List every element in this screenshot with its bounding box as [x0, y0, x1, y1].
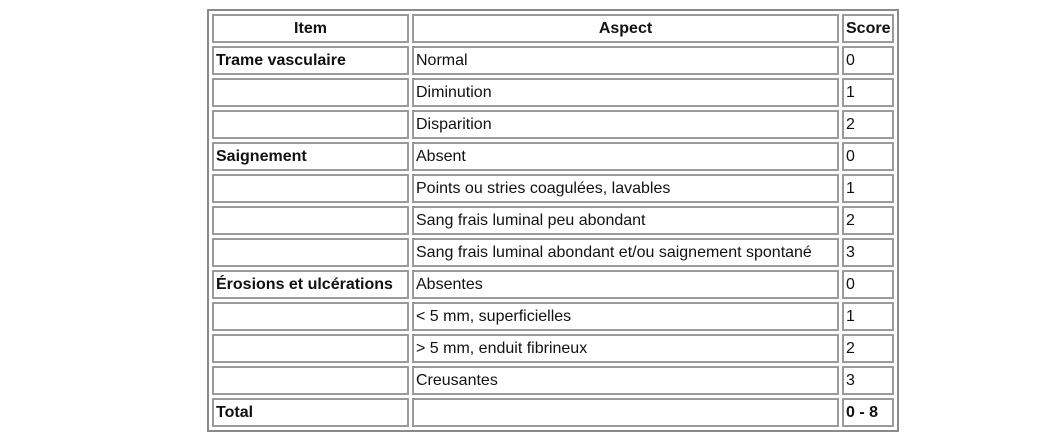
item-cell	[212, 78, 409, 107]
aspect-cell: Creusantes	[412, 366, 839, 395]
score-cell: 1	[842, 174, 894, 203]
score-table-container	[207, 9, 899, 432]
item-cell	[212, 206, 409, 235]
aspect-cell: > 5 mm, enduit fibrineux	[412, 334, 839, 363]
score-cell: 1	[842, 302, 894, 331]
header-score: Score	[842, 14, 894, 43]
table-row	[212, 78, 894, 107]
item-cell	[212, 110, 409, 139]
item-cell: Érosions et ulcérations	[212, 270, 409, 299]
table-row	[212, 238, 894, 267]
score-cell: 0	[842, 142, 894, 171]
header-aspect: Aspect	[412, 14, 839, 43]
table-body	[212, 46, 894, 427]
total-score: 0 - 8	[842, 398, 894, 427]
score-cell: 2	[842, 206, 894, 235]
item-cell	[212, 302, 409, 331]
score-cell: 3	[842, 366, 894, 395]
aspect-cell: < 5 mm, superficielles	[412, 302, 839, 331]
table-row	[212, 110, 894, 139]
table-row	[212, 302, 894, 331]
score-cell: 2	[842, 110, 894, 139]
item-cell	[212, 334, 409, 363]
item-cell	[212, 366, 409, 395]
score-cell: 0	[842, 46, 894, 75]
aspect-cell: Absent	[412, 142, 839, 171]
table-row	[212, 142, 894, 171]
aspect-cell: Disparition	[412, 110, 839, 139]
score-cell: 2	[842, 334, 894, 363]
total-label: Total	[212, 398, 409, 427]
score-cell: 3	[842, 238, 894, 267]
table-row	[212, 174, 894, 203]
aspect-cell: Points ou stries coagulées, lavables	[412, 174, 839, 203]
aspect-cell: Diminution	[412, 78, 839, 107]
table-row	[212, 270, 894, 299]
aspect-cell: Normal	[412, 46, 839, 75]
item-cell: Trame vasculaire	[212, 46, 409, 75]
score-table	[207, 9, 899, 432]
item-cell	[212, 174, 409, 203]
aspect-cell: Absentes	[412, 270, 839, 299]
table-row	[212, 366, 894, 395]
total-row	[212, 398, 894, 427]
total-aspect-cell	[412, 398, 839, 427]
score-cell: 1	[842, 78, 894, 107]
item-cell	[212, 238, 409, 267]
table-row	[212, 206, 894, 235]
table-row	[212, 334, 894, 363]
score-cell: 0	[842, 270, 894, 299]
header-row	[212, 14, 894, 43]
aspect-cell: Sang frais luminal peu abondant	[412, 206, 839, 235]
header-item: Item	[212, 14, 409, 43]
aspect-cell: Sang frais luminal abondant et/ou saignement spontané	[412, 238, 839, 267]
item-cell: Saignement	[212, 142, 409, 171]
table-row	[212, 46, 894, 75]
